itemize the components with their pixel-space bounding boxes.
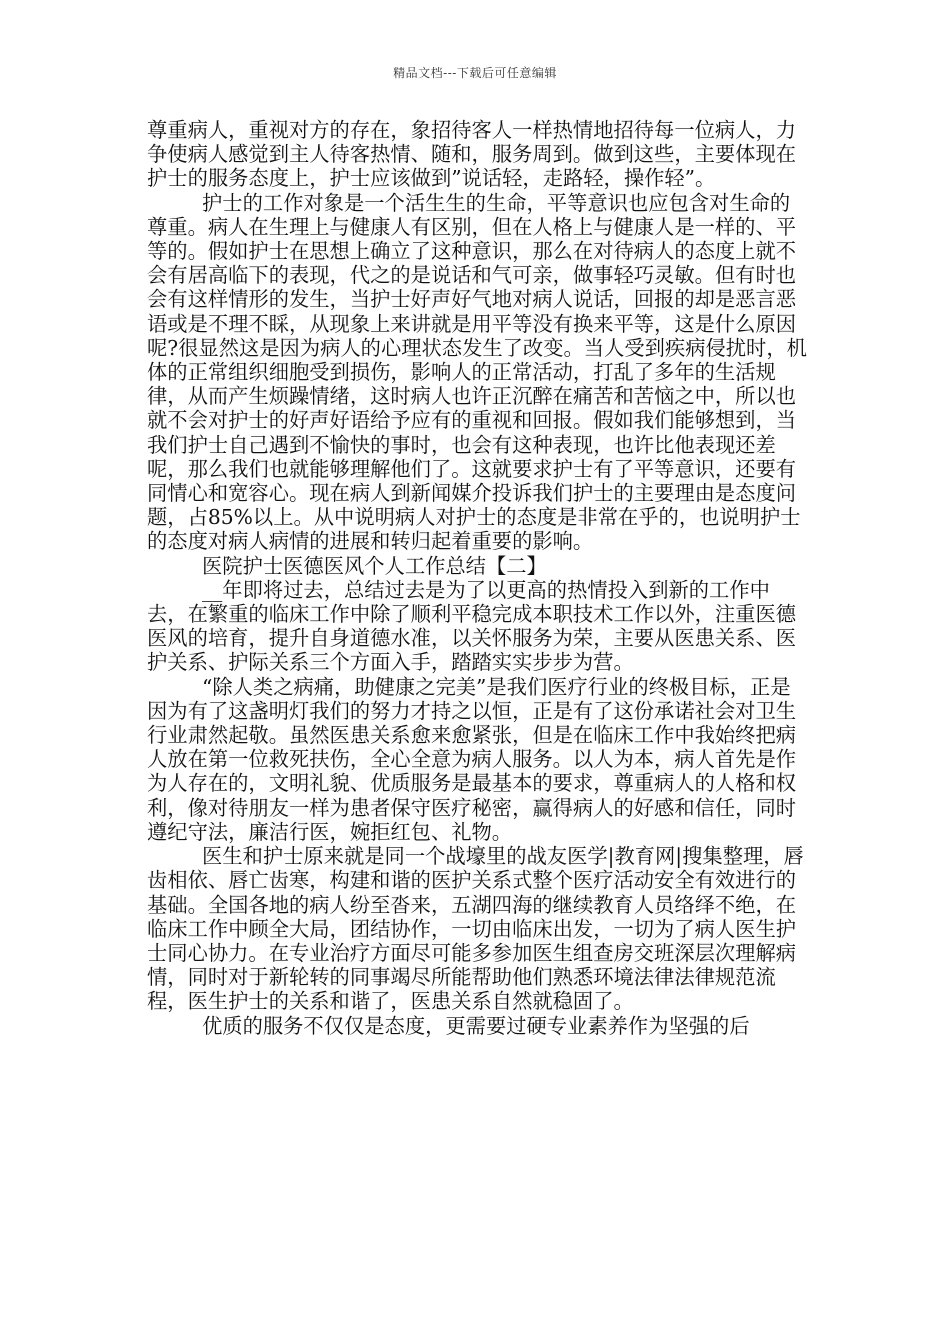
document-body — [147, 118, 807, 1038]
paragraph: 医生和护士原来就是同一个战壕里的战友医学|教育网|搜集整理，唇齿相依、唇亡齿寒，构建和谐的医护关系式整个医疗活动安全有效进行的基础。全国各地的病人纷至沓来，五湖四海的继续教育人员络绎不绝，在临床工作中顾全大局，团结协作，一切由临床出发，一切为了病人医生护士同心协力。在专业治疗方面尽可能多参加医生组查房交班深层次理解病情，同时对于新轮转的同事竭尽所能帮助他们熟悉环境法律法律规范流程，医生护士的关系和谐了，医患关系自然就稳固了。 — [147, 844, 804, 1014]
paragraph: 尊重病人，重视对方的存在，象招待客人一样热情地招待每一位病人，力争使病人感觉到主人待客热情、随和，服务周到。做到这些，主要体现在护士的服务态度上，护士应该做到”说话轻，走路轻，操作轻”。 — [147, 118, 797, 191]
paragraph: 护士的工作对象是一个活生生的生命，平等意识也应包含对生命的尊重。病人在生理上与健康人有区别，但在人格上与健康人是一样的、平等的。假如护士在思想上确立了这种意识，那么在对待病人的态度上就不会有居高临下的表现，代之的是说话和气可亲，做事轻巧灵敏。但有时也会有这样情形的发生，当护士好声好气地对病人说话，回报的却是恶言恶语或是不理不睬，从现象上来讲就是用平等没有换来平等，这是什么原因呢?很显然这是因为病人的心理状态发生了改变。当人受到疾病侵扰时，机体的正常组织细胞受到损伤，影响人的正常活动，打乱了多年的生活规律，从而产生烦躁情绪，这时病人也许正沉醉在痛苦和苦恼之中，所以也就不会对护士的好声好语给予应有的重视和回报。假如我们能够想到，当我们护士自己遇到不愉快的事时，也会有这种表现，也许比他表现还差呢，那么我们也就能够理解他们了。这就要求护士有了平等意识，还要有同情心和宽容心。现在病人到新闻媒介投诉我们护士的主要理由是态度问题，占85%以上。从中说明病人对护士的态度是非常在乎的，也说明护士的态度对病人病情的进展和转归起着重要的影响。 — [147, 190, 807, 554]
paragraph: 医院护士医德医风个人工作总结【二】 — [202, 553, 547, 578]
paragraph: 优质的服务不仅仅是态度，更需要过硬专业素养作为坚强的后 — [202, 1013, 750, 1038]
paragraph: __年即将过去，总结过去是为了以更高的热情投入到新的工作中去，在繁重的临床工作中除了顺利平稳完成本职技术工作以外，注重医德医风的培育，提升自身道德水准，以关怀服务为荣，主要从医患关系、医护关系、护际关系三个方面入手，踏踏实实步步为营。 — [147, 577, 797, 675]
page-header: 精品文档---下载后可任意编辑 — [393, 66, 557, 80]
paragraph: “除人类之病痛，助健康之完美”是我们医疗行业的终极目标，正是因为有了这盏明灯我们的努力才持之以恒，正是有了这份承诺社会对卫生行业肃然起敬。虽然医患关系愈来愈紧张，但是在临床工作中我始终把病人放在第一位救死扶伤，全心全意为病人服务。以人为本，病人首先是作为人存在的，文明礼貌、优质服务是最基本的要求，尊重病人的人格和权利，像对待朋友一样为患者保守医疗秘密，赢得病人的好感和信任，同时遵纪守法，廉洁行医，婉拒红包、礼物。 — [147, 674, 797, 844]
